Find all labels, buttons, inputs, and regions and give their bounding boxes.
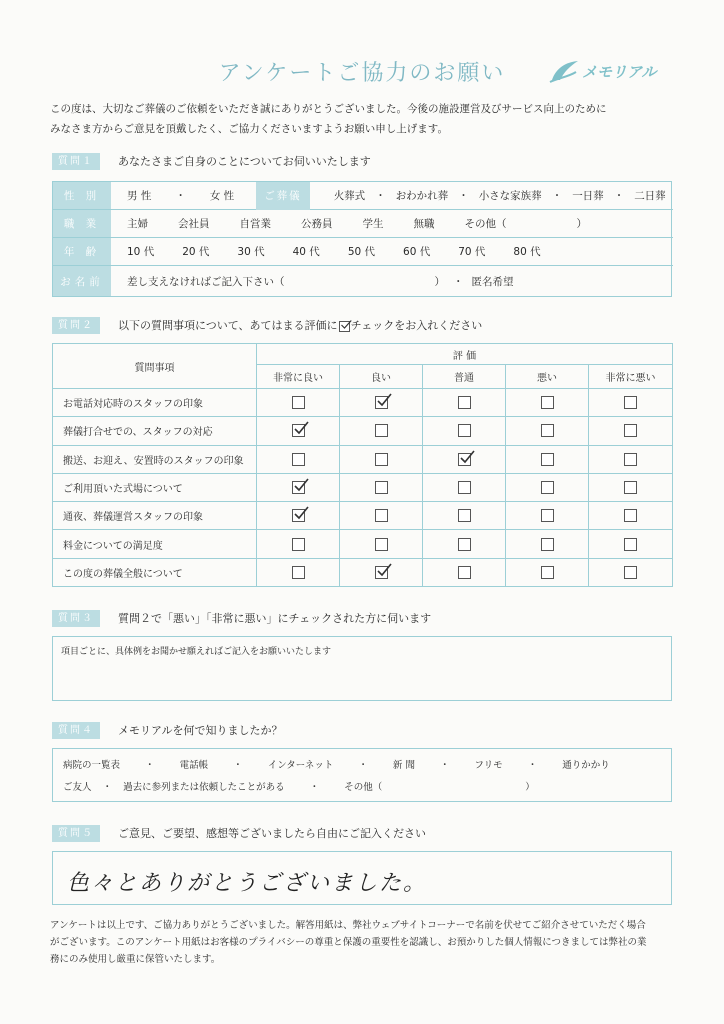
q1-head-name: お名前 <box>53 266 111 296</box>
rating-checkbox[interactable] <box>624 453 637 466</box>
rating-checkbox[interactable] <box>292 481 305 494</box>
rating-row <box>53 473 673 501</box>
q5-label: 質問５ <box>52 825 100 842</box>
q1-row-name <box>53 266 673 296</box>
q3-text: 質問２で「悪い」「非常に悪い」にチェックされた方に伺います <box>118 612 432 625</box>
rating-cell <box>506 473 589 501</box>
rating-checkbox[interactable] <box>375 538 388 551</box>
rating-cell <box>506 502 589 530</box>
rating-checkbox[interactable] <box>375 566 388 579</box>
rating-item-label: お電話対応時のスタッフの印象 <box>53 389 257 417</box>
intro-line-2: みなさま方からご意見を頂戴したく、ご協力くださいますようお願い申し上げます。 <box>50 123 448 135</box>
q1-name-options <box>127 266 538 296</box>
option-employee[interactable]: 会社員 <box>178 218 210 230</box>
rating-cell <box>257 417 340 445</box>
option-other-close: ） <box>525 782 535 793</box>
rating-cell <box>257 502 340 530</box>
rating-checkbox[interactable] <box>624 566 637 579</box>
option-age-10[interactable]: 10 代 <box>127 246 155 258</box>
separator: ・ <box>375 190 386 202</box>
rating-cell <box>257 530 340 558</box>
rating-row <box>53 558 673 586</box>
option-other[interactable]: その他（ <box>464 218 507 230</box>
rating-row <box>53 389 673 417</box>
rating-checkbox[interactable] <box>292 509 305 522</box>
rating-checkbox[interactable] <box>624 538 637 551</box>
name-close: ） <box>434 275 445 288</box>
option-unemployed[interactable]: 無職 <box>413 218 435 230</box>
rating-cell <box>257 473 340 501</box>
q2-text <box>118 317 482 334</box>
q1-row-gender-funeral <box>53 182 673 210</box>
rating-cell <box>340 502 423 530</box>
q1-text: あなたさまご自身のことについてお伺いいたします <box>118 155 371 168</box>
q2-text-part2: チェックをお入れください <box>350 319 483 332</box>
q3-box-prompt: 項目ごとに、具体例をお聞かせ願えればご記入をお願いいたします <box>61 647 332 657</box>
separator: ・ <box>309 782 320 793</box>
q1-label: 質問１ <box>52 153 100 170</box>
rating-cell <box>506 417 589 445</box>
option-age-50[interactable]: 50 代 <box>347 246 376 258</box>
rating-checkbox[interactable] <box>292 453 305 466</box>
option-newspaper[interactable]: 新 聞 <box>392 760 415 771</box>
option-cremation[interactable]: 火葬式 <box>333 190 366 202</box>
rating-cell <box>589 558 673 586</box>
check-mark-icon <box>293 505 309 521</box>
rating-cell <box>340 558 423 586</box>
q1-head-age: 年 齢 <box>53 238 111 265</box>
option-selfemployed[interactable]: 自営業 <box>239 218 271 230</box>
q4-text: メモリアルを何で知りましたか？ <box>118 724 283 737</box>
rating-row <box>53 502 673 530</box>
rating-cell <box>589 473 673 501</box>
name-prompt[interactable]: 差し支えなければご記入下さい（ <box>127 275 285 288</box>
q2-label: 質問２ <box>52 317 100 334</box>
q2-rating-table <box>52 343 673 587</box>
rating-cell <box>340 473 423 501</box>
rating-cell <box>340 389 423 417</box>
separator: ・ <box>453 275 464 288</box>
separator: ・ <box>102 782 113 793</box>
rating-cell <box>589 389 673 417</box>
rating-cell <box>423 417 506 445</box>
option-age-70[interactable]: 70 代 <box>458 246 486 258</box>
rating-checkbox[interactable] <box>541 566 554 579</box>
option-family[interactable]: 小さな家族葬 <box>478 190 542 202</box>
q1-job-options <box>127 210 611 237</box>
option-hospital-list[interactable]: 病院の一覧表 <box>63 760 121 771</box>
q1-table <box>52 181 672 297</box>
rating-checkbox[interactable] <box>541 424 554 437</box>
rating-item-label: 葬儀打合せでの、スタッフの対応 <box>53 417 257 445</box>
scale-label: 非常に悪い <box>589 365 673 389</box>
option-age-30[interactable]: 30 代 <box>237 246 265 258</box>
checkbox-sample-icon <box>339 321 350 332</box>
option-other[interactable]: その他（ <box>344 782 383 793</box>
option-passing-by[interactable]: 通りかかり <box>562 760 610 771</box>
scale-label: 非常に良い <box>257 365 340 389</box>
q1-age-options <box>127 238 565 265</box>
option-other-close: ） <box>576 218 587 230</box>
rating-checkbox[interactable] <box>541 509 554 522</box>
separator: ・ <box>358 760 368 771</box>
brand-logo <box>548 58 670 84</box>
q1-head-funeral: ご葬儀 <box>256 182 310 210</box>
option-internet[interactable]: インターネット <box>267 760 334 771</box>
rating-cell <box>340 530 423 558</box>
rating-checkbox[interactable] <box>375 424 388 437</box>
rating-item-label: 通夜、葬儀運営スタッフの印象 <box>53 502 257 530</box>
separator: ・ <box>613 190 625 202</box>
rating-cell <box>589 445 673 473</box>
separator: ・ <box>439 760 450 771</box>
rating-checkbox[interactable] <box>458 453 471 466</box>
rating-checkbox[interactable] <box>375 396 388 409</box>
option-farewell[interactable]: おわかれ葬 <box>395 190 449 202</box>
rating-checkbox[interactable] <box>541 396 554 409</box>
check-mark-icon <box>459 449 475 465</box>
rating-row <box>53 445 673 473</box>
rating-checkbox[interactable] <box>458 538 471 551</box>
rating-checkbox[interactable] <box>458 396 471 409</box>
rating-cell <box>257 389 340 417</box>
rating-checkbox[interactable] <box>458 509 471 522</box>
rating-item-label: 料金についての満足度 <box>53 530 257 558</box>
q5-text: ご意見、ご要望、感想等ございましたら自由にご記入ください <box>118 827 426 840</box>
option-female[interactable]: 女 性 <box>209 190 235 202</box>
rating-cell <box>340 445 423 473</box>
footer-line-1: アンケートは以上です、ご協力ありがとうございました。解答用紙は、弊社ウェブサイトコーナーで名前を伏せてご紹介させていただく場合 <box>50 920 646 931</box>
q3-label: 質問３ <box>52 610 100 627</box>
rating-checkbox[interactable] <box>541 453 554 466</box>
option-housewife[interactable]: 主婦 <box>127 218 148 230</box>
option-age-40[interactable]: 40 代 <box>292 246 320 258</box>
rating-checkbox[interactable] <box>375 509 388 522</box>
q1-row-age <box>53 238 673 266</box>
rating-cell <box>423 473 506 501</box>
rating-cell <box>423 445 506 473</box>
rating-checkbox[interactable] <box>292 424 305 437</box>
check-mark-icon <box>293 477 309 493</box>
separator: ・ <box>527 760 538 771</box>
rating-cell <box>423 502 506 530</box>
check-mark-icon <box>293 420 309 436</box>
option-age-80[interactable]: 80 代 <box>513 246 541 258</box>
q5-answer-box[interactable] <box>52 851 672 905</box>
q4-line-1 <box>63 757 610 771</box>
option-age-20[interactable]: 20 代 <box>182 246 210 258</box>
option-friend[interactable]: ご友人 <box>63 782 92 793</box>
rating-cell <box>506 530 589 558</box>
rating-checkbox[interactable] <box>624 424 637 437</box>
separator: ・ <box>551 190 563 202</box>
option-anonymous[interactable]: 匿名希望 <box>471 275 514 288</box>
separator: ・ <box>458 190 469 202</box>
rating-cell <box>589 417 673 445</box>
rating-cell <box>589 530 673 558</box>
rating-checkbox[interactable] <box>624 396 637 409</box>
rating-cell <box>257 445 340 473</box>
rating-checkbox[interactable] <box>375 453 388 466</box>
leaf-logo-icon <box>548 58 580 84</box>
brand-name: メモリアル <box>582 63 657 81</box>
scale-label: 悪い <box>506 365 589 389</box>
q4-options-box <box>52 748 672 802</box>
q1-row-job <box>53 210 673 238</box>
rating-cell <box>423 558 506 586</box>
check-mark-icon <box>376 562 392 578</box>
option-student[interactable]: 学生 <box>362 218 384 230</box>
rating-cell <box>506 445 589 473</box>
q1-head-gender: 性 別 <box>53 182 111 209</box>
intro-text <box>50 99 690 139</box>
option-twoday[interactable]: 二日葬 <box>634 190 666 202</box>
separator: ・ <box>233 760 243 771</box>
separator: ・ <box>175 190 186 202</box>
option-age-60[interactable]: 60 代 <box>403 246 431 258</box>
rating-checkbox[interactable] <box>458 566 471 579</box>
rating-item-label: この度の葬儀全般について <box>53 558 257 586</box>
rating-checkbox[interactable] <box>624 481 637 494</box>
rating-cell <box>423 530 506 558</box>
option-past-attendance[interactable]: 過去に参列または依頼したことがある <box>123 782 285 793</box>
q1-gender-options <box>127 182 690 209</box>
rating-cell <box>423 389 506 417</box>
rating-checkbox[interactable] <box>458 481 471 494</box>
q5-handwritten-answer: 色々とありがとうございました。 <box>67 871 428 896</box>
q4-line-2 <box>63 779 535 793</box>
q2-text-part1: 以下の質問事項について、あてはまる評価に <box>118 319 338 332</box>
footer-line-3: 務にのみ使用し厳重に保管いたします。 <box>50 954 221 965</box>
rating-checkbox[interactable] <box>375 481 388 494</box>
footer-note <box>50 917 680 968</box>
option-furimo[interactable]: フリモ <box>474 760 503 771</box>
page-title: アンケートご協力のお願い <box>218 61 506 86</box>
rating-checkbox[interactable] <box>292 396 305 409</box>
rating-cell <box>506 558 589 586</box>
rating-cell <box>340 417 423 445</box>
rating-checkbox[interactable] <box>292 538 305 551</box>
rating-checkbox[interactable] <box>458 424 471 437</box>
option-oneday[interactable]: 一日葬 <box>572 190 604 202</box>
intro-line-1: この度は、大切なご葬儀のご依頼をいただき誠にありがとうございました。今後の施設運営及びサービス向上のために <box>50 103 607 115</box>
rating-cell <box>506 389 589 417</box>
rating-cell <box>589 502 673 530</box>
q4-label: 質問４ <box>52 722 100 739</box>
option-phonebook[interactable]: 電話帳 <box>179 760 209 771</box>
rating-checkbox[interactable] <box>292 566 305 579</box>
col-header-eval: 評 価 <box>257 344 673 365</box>
q1-head-job: 職 業 <box>53 210 111 237</box>
check-mark-icon <box>376 392 392 408</box>
rating-checkbox[interactable] <box>541 481 554 494</box>
rating-checkbox[interactable] <box>624 509 637 522</box>
rating-cell <box>257 558 340 586</box>
rating-checkbox[interactable] <box>541 538 554 551</box>
rating-item-label: ご利用頂いた式場について <box>53 473 257 501</box>
separator: ・ <box>145 760 155 771</box>
option-male[interactable]: 男 性 <box>127 190 152 202</box>
footer-line-2: がございます。このアンケート用紙はお客様のプライバシーの尊重と保護の重要性を認識し、お預かりした個人情報につきましては弊社の業 <box>50 937 647 948</box>
option-civilservant[interactable]: 公務員 <box>301 218 333 230</box>
q3-answer-box[interactable] <box>52 636 672 701</box>
scale-label: 良い <box>340 365 423 389</box>
scale-label: 普通 <box>423 365 506 389</box>
col-header-item: 質問事項 <box>53 344 257 389</box>
rating-row <box>53 417 673 445</box>
rating-row <box>53 530 673 558</box>
rating-item-label: 搬送、お迎え、安置時のスタッフの印象 <box>53 445 257 473</box>
